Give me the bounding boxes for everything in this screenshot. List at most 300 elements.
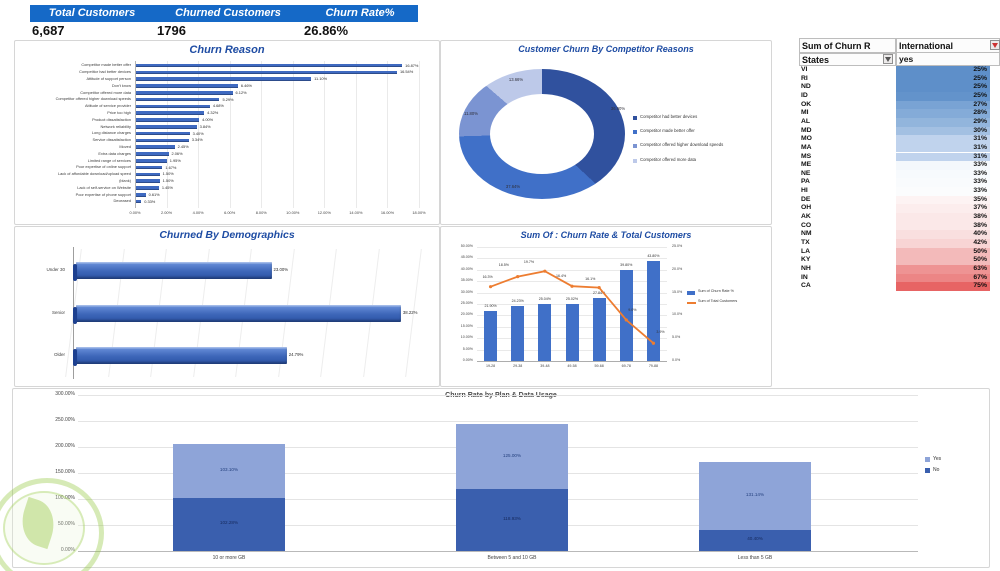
x-tick-label: 8.00% [255,209,267,215]
bar [136,159,167,163]
bar [136,166,162,170]
category-label: Competitor offered higher download speeds [55,96,131,102]
segment-label: 103.10% [219,467,239,472]
segment-label: 118.93% [503,516,521,522]
pivot-row [799,92,1000,101]
x-category-label: Less than 5 GB [737,555,773,561]
x-tick-label: 14.00% [349,209,363,215]
pivot-row [799,170,1000,179]
pivot-value-cell[interactable] [896,239,990,248]
bar [136,186,159,190]
pivot-value-cell[interactable] [896,265,990,274]
legend-swatch [633,130,637,134]
category-label: Older [53,352,65,357]
x-tick-label: 16.00% [380,209,395,215]
bar [136,105,210,109]
rate-by-age-title: Sum Of : Churn Rate & Total Customers [520,230,692,240]
legend-swatch [633,116,637,120]
category-label: Lack of affordable download/upload speed [57,171,131,177]
pivot-state-cell[interactable]: IN [801,273,808,281]
pivot-value-text: 42% [973,239,987,246]
pivot-row [799,109,1000,118]
right-tick-label: 25.0% [672,244,683,248]
bar-label: 16.87% [405,62,419,68]
x-category-label: 10 or more GB [212,555,246,561]
bar [620,270,633,361]
pivot-value-cell[interactable] [896,282,990,291]
bar [136,98,219,102]
bar-label: 25.02% [565,296,579,301]
legend-swatch [687,291,695,295]
line-point-label: 9.0% [628,307,637,312]
x-category-label: 19-28 [485,364,496,368]
category-label: Competitor made better offer [81,62,131,68]
pivot-value-text: 31% [973,152,987,160]
churn-reason-title: Churn Reason [189,44,265,56]
bar [136,84,238,88]
bar [538,304,551,361]
pivot-row [799,66,1000,75]
competitor-donut-panel [440,40,772,225]
pivot-value-cell[interactable] [896,153,990,162]
pivot-state-cell[interactable]: MS [801,152,812,160]
competitor-donut-title: Customer Churn By Competitor Reasons [518,44,694,54]
pivot-value-cell[interactable] [896,83,990,92]
pivot-value-text: 50% [973,256,987,264]
legend-label: No [933,467,940,473]
pivot-row [799,213,1000,222]
pivot-value-text: 31% [973,143,987,151]
line-point-label: 19.7% [523,260,535,265]
pivot-state-cell[interactable]: MI [801,109,809,117]
pivot-value-cell[interactable] [896,75,990,84]
pivot-state-cell[interactable]: HI [801,187,808,195]
x-tick-label: 4.00% [192,209,204,215]
pivot-state-cell[interactable]: AL [801,117,811,125]
bar-label: 2.06% [171,151,183,156]
left-tick-label: 10.00% [460,335,473,340]
bar [136,173,160,177]
bar [136,179,160,183]
pivot-state-cell[interactable]: MO [801,135,812,143]
pivot-state-cell[interactable]: TX [801,239,810,246]
pivot-state-cell[interactable]: ID [801,91,808,99]
x-category-label: 29-38 [513,364,523,368]
segment-label: 131.14% [745,491,765,497]
bar-label: 3.40% [192,130,204,136]
kpi-value-total-customers[interactable]: 6,687 [32,23,65,38]
bar-label: 39.80% [620,263,633,268]
bar [76,305,401,322]
category-label: Don't know [111,82,131,88]
pivot-row [799,118,1000,127]
bar [136,91,233,95]
segment-label: 102.28% [219,520,239,526]
legend-label: Sum of Churn Rate % [698,289,734,293]
left-tick-label: 30.00% [460,289,473,294]
bar-label: 5.29% [222,96,234,102]
kpi-value-churn-rate[interactable]: 26.86% [304,23,349,38]
bar [136,152,169,156]
pivot-value-text: 35% [973,195,987,203]
category-label: Attitude of service provider [84,103,131,109]
bar-label: 6.12% [235,89,247,95]
bar-label: 16.54% [399,69,414,75]
pivot-state-cell[interactable]: NE [801,169,811,177]
category-label: (blank) [119,178,131,183]
y-tick-label: 0.00% [60,547,75,553]
pivot-value-cell[interactable] [896,204,990,213]
gridline [477,281,667,282]
pivot-header-sum-of-churn[interactable]: Sum of Churn R [799,38,896,53]
bar-label: 1.67% [165,164,177,170]
pivot-state-cell[interactable]: AK [801,213,811,221]
pivot-state-cell[interactable]: NH [801,264,811,272]
legend-item [633,129,765,137]
bar-label: 0.61% [148,191,160,197]
right-tick-label: 15.0% [672,289,683,294]
pivot-state-cell[interactable]: LA [801,247,811,255]
pivot-state-cell[interactable]: CO [801,221,812,229]
category-label: Senior [51,309,65,315]
filter-funnel-icon [885,57,891,62]
pivot-value-cell[interactable] [896,170,990,179]
category-label: Limited range of services [87,157,131,163]
legend-swatch [925,468,930,473]
pivot-value-cell[interactable] [896,161,990,170]
y-tick-label: 200.00% [55,443,75,449]
x-tick-label: 12.00% [317,209,331,215]
pivot-value-cell[interactable] [896,144,990,153]
line-point-label: 18.5% [498,262,509,267]
kpi-header-total-customers[interactable]: Total Customers [30,5,154,22]
bar [136,111,204,115]
pivot-state-cell[interactable]: NM [801,230,812,238]
category-label: Poor expertise of phone support [75,191,131,197]
bar-label: 43.80% [647,254,660,259]
legend-item [633,115,765,123]
left-tick-label: 15.00% [460,323,473,328]
pivot-row [799,230,1000,239]
pivot-value-text: 50% [973,247,987,255]
bar [136,77,311,81]
bar-label: 4.32% [207,110,219,116]
right-tick-label: 5.0% [672,335,681,340]
gridline [387,61,388,208]
pivot-value-text: 30% [973,126,987,134]
y-tick-label: 150.00% [55,469,75,475]
gridline [261,61,262,208]
category-label: Attitude of support person [86,76,131,81]
category-label: Under 30 [46,267,65,272]
right-tick-label: 0.0% [672,358,681,362]
pivot-value-cell[interactable] [896,274,990,283]
legend-item [633,143,765,151]
pivot-value-text: 25% [973,66,987,73]
bar [593,298,606,361]
donut-hole [490,94,594,174]
gridline [477,258,667,259]
bar [136,193,146,197]
category-label: Competitor had better devices [79,69,131,75]
legend-swatch [687,302,696,304]
category-label: Extra data charges [98,150,131,156]
pivot-value-cell[interactable] [896,109,990,118]
pivot-value-cell[interactable] [896,127,990,136]
churn-reason-plot [15,57,439,224]
pivot-value-text: 33% [973,187,987,195]
line-point-label: 16.3% [482,274,493,279]
gridline [356,61,357,208]
bar-label: 1.50% [162,171,174,177]
bar-label: 24.23% [511,298,524,303]
pivot-row [799,204,1000,213]
left-tick-label: 0.00% [462,358,473,362]
pivot-row [799,75,1000,84]
gridline [78,551,918,552]
pivot-row [799,101,1000,110]
category-label: Network reliability [100,123,131,129]
pivot-value-cell[interactable] [896,135,990,144]
pivot-value-cell[interactable] [896,187,990,196]
gridline [477,361,667,362]
bar [136,125,197,129]
category-label: Competitor offered more data [80,89,131,95]
pivot-state-cell[interactable]: ME [801,161,812,169]
pivot-row [799,144,1000,153]
donut-slice-label: 37.64% [505,184,521,189]
gridline [293,61,294,208]
pivot-row [799,135,1000,144]
pivot-row [799,153,1000,162]
pivot-value-text: 25% [973,74,987,82]
category-label: Deceased [113,198,131,204]
pivot-value-text: 27% [973,100,987,108]
pivot-value-text: 38% [973,221,987,229]
x-category-label: 59-68 [594,364,604,368]
filter-funnel-icon [992,43,998,48]
demographics-title: Churned By Demographics [159,229,295,241]
bar-label: 1.45% [161,185,173,190]
category-label: Service dissatisfaction [92,137,131,143]
legend-item [633,158,765,166]
rate-by-age-panel [440,226,772,387]
donut-slice-label: 36.90% [610,106,626,111]
legend-swatch [633,144,637,148]
bar-label: 1.95% [169,157,181,163]
x-category-label: 69-78 [621,364,631,368]
y-tick-label: 300.00% [55,391,75,397]
x-category-label: 49-58 [567,364,577,368]
international-filter-button[interactable] [990,40,1000,50]
donut-slice-label: 13.66% [508,77,524,82]
pivot-row [799,187,1000,196]
pivot-row [799,256,1000,265]
pivot-row [799,265,1000,274]
kpi-header-churn-rate[interactable]: Churn Rate% [302,5,418,22]
pivot-value-cell[interactable] [896,248,990,257]
kpi-value-churned-customers[interactable]: 1796 [157,23,186,38]
gridline [324,61,325,208]
states-filter-button[interactable] [883,54,893,64]
segment-label: 40.40% [747,536,763,542]
pivot-row [799,282,1000,291]
bar [136,71,397,75]
demographics-panel [14,226,440,387]
pivot-value-cell[interactable] [896,256,990,265]
pivot-state-cell[interactable]: RI [801,74,808,82]
y-tick-label: 50.00% [58,521,75,527]
pivot-value-text: 31% [973,135,987,143]
bar [136,64,402,68]
left-tick-label: 5.00% [462,346,473,351]
pivot-value-text: 33% [973,169,987,177]
category-label: Long distance charges [91,130,131,136]
pivot-state-cell[interactable]: ND [801,83,811,91]
pivot-row [799,239,1000,248]
bar-label: 0.33% [144,198,156,204]
pivot-value-text: 40% [973,230,987,238]
bar-label: 1.50% [162,178,174,184]
pivot-value-cell[interactable] [896,213,990,222]
pivot-row [799,178,1000,187]
churn-reason-panel [14,40,440,225]
plan-usage-plot [13,389,989,567]
x-tick-label: 6.00% [224,209,236,215]
category-label: Moved [119,144,131,149]
left-tick-label: 25.00% [460,301,473,305]
line-point-label: 16.4% [556,274,567,279]
category-label: Lack of self-service on Website [77,184,131,190]
pivot-state-cell[interactable]: CA [801,282,811,290]
legend-swatch [925,457,930,462]
bar-label: 21.90% [484,304,497,309]
pivot-value-cell[interactable] [896,101,990,110]
legend-label: Sum of Total Customers [698,299,738,303]
pivot-state-cell[interactable]: VI [801,66,808,73]
bar-label: 6.46% [240,83,252,88]
states-pivot-table [799,38,1000,294]
bar-label: 11.10% [314,76,328,82]
bar [136,145,175,149]
gridline [230,61,231,208]
gridline [78,395,918,396]
bar [76,262,272,279]
pivot-value-text: 38% [973,213,987,221]
y-tick-label: 100.00% [55,495,75,501]
pivot-row [799,248,1000,257]
pivot-state-cell[interactable]: OK [801,100,812,108]
bar-label: 23.00% [273,267,289,272]
bar-label: 38.22% [402,309,418,315]
demographics-plot [15,245,439,386]
bar-label: 3.34% [191,137,203,143]
pivot-value-cell[interactable] [896,230,990,239]
legend-label: Competitor offered more data [640,157,697,162]
x-category-label: 79-88 [648,364,659,368]
bar-label: 4.00% [202,117,214,122]
bar [76,347,287,364]
gridline [477,247,667,248]
pivot-value-text: 25% [973,83,987,91]
left-tick-label: 20.00% [460,312,473,317]
pivot-value-text: 29% [973,117,987,125]
bar [511,306,524,361]
pivot-state-cell[interactable]: MD [801,126,812,134]
pivot-state-cell[interactable]: MA [801,143,812,151]
pivot-header-yes[interactable]: yes [896,53,1000,66]
pivot-row [799,222,1000,231]
pivot-state-cell[interactable]: OH [801,204,812,212]
rate-by-age-plot [441,241,771,386]
bar [136,118,199,122]
bar-label: 2.45% [177,144,189,150]
pivot-value-cell[interactable] [896,196,990,205]
pivot-value-text: 67% [973,273,987,281]
x-tick-label: 10.00% [286,209,300,215]
bar [484,311,497,361]
pivot-value-text: 75% [973,282,987,290]
right-tick-label: 20.0% [672,266,683,271]
bar [136,132,190,136]
pivot-header-international[interactable]: International [896,38,1000,53]
line-point-label: 3.9% [656,330,665,335]
left-tick-label: 35.00% [460,278,473,283]
competitor-donut-plot [441,57,771,224]
bar [647,261,660,361]
bar-label: 4.68% [212,103,224,109]
pivot-value-text: 33% [973,161,987,169]
legend-label: Competitor made better offer [640,128,695,133]
bar-label: 24.79% [288,352,304,357]
pivot-value-cell[interactable] [896,222,990,231]
pivot-value-cell[interactable] [896,92,990,101]
kpi-header-churned-customers[interactable]: Churned Customers [154,5,302,22]
x-category-label: Between 5 and 10 GB [487,555,537,561]
line-point-label: 16.1% [585,276,596,281]
pivot-row [799,83,1000,92]
category-label: Product dissatisfaction [92,116,131,122]
x-tick-label: 18.00% [412,209,426,215]
bar-label: 27.84% [593,290,606,295]
pivot-row [799,161,1000,170]
pivot-value-text: 37% [973,204,987,212]
gridline [78,421,918,422]
right-tick-label: 10.0% [672,312,683,317]
y-tick-label: 250.00% [55,417,75,423]
bar [136,139,189,143]
pivot-state-cell[interactable]: PA [801,178,810,186]
donut-slice-label: 11.80% [464,111,478,116]
left-tick-label: 40.00% [460,266,473,271]
pivot-row [799,196,1000,205]
x-tick-label: 0.00% [129,209,141,215]
pivot-state-cell[interactable]: KY [801,256,811,264]
pivot-state-cell[interactable]: DE [801,195,811,203]
pivot-header-states[interactable]: States [799,53,896,66]
pivot-value-text: 25% [973,91,987,99]
pivot-value-cell[interactable] [896,118,990,127]
category-label: Price too high [107,110,131,115]
pivot-value-cell[interactable] [896,178,990,187]
gridline [477,270,667,271]
pivot-value-cell[interactable] [896,66,990,75]
category-label: Poor expertise of online support [76,164,131,170]
legend-swatch [633,159,637,163]
pivot-row [799,127,1000,136]
bar [566,304,579,361]
x-tick-label: 2.00% [161,209,173,215]
